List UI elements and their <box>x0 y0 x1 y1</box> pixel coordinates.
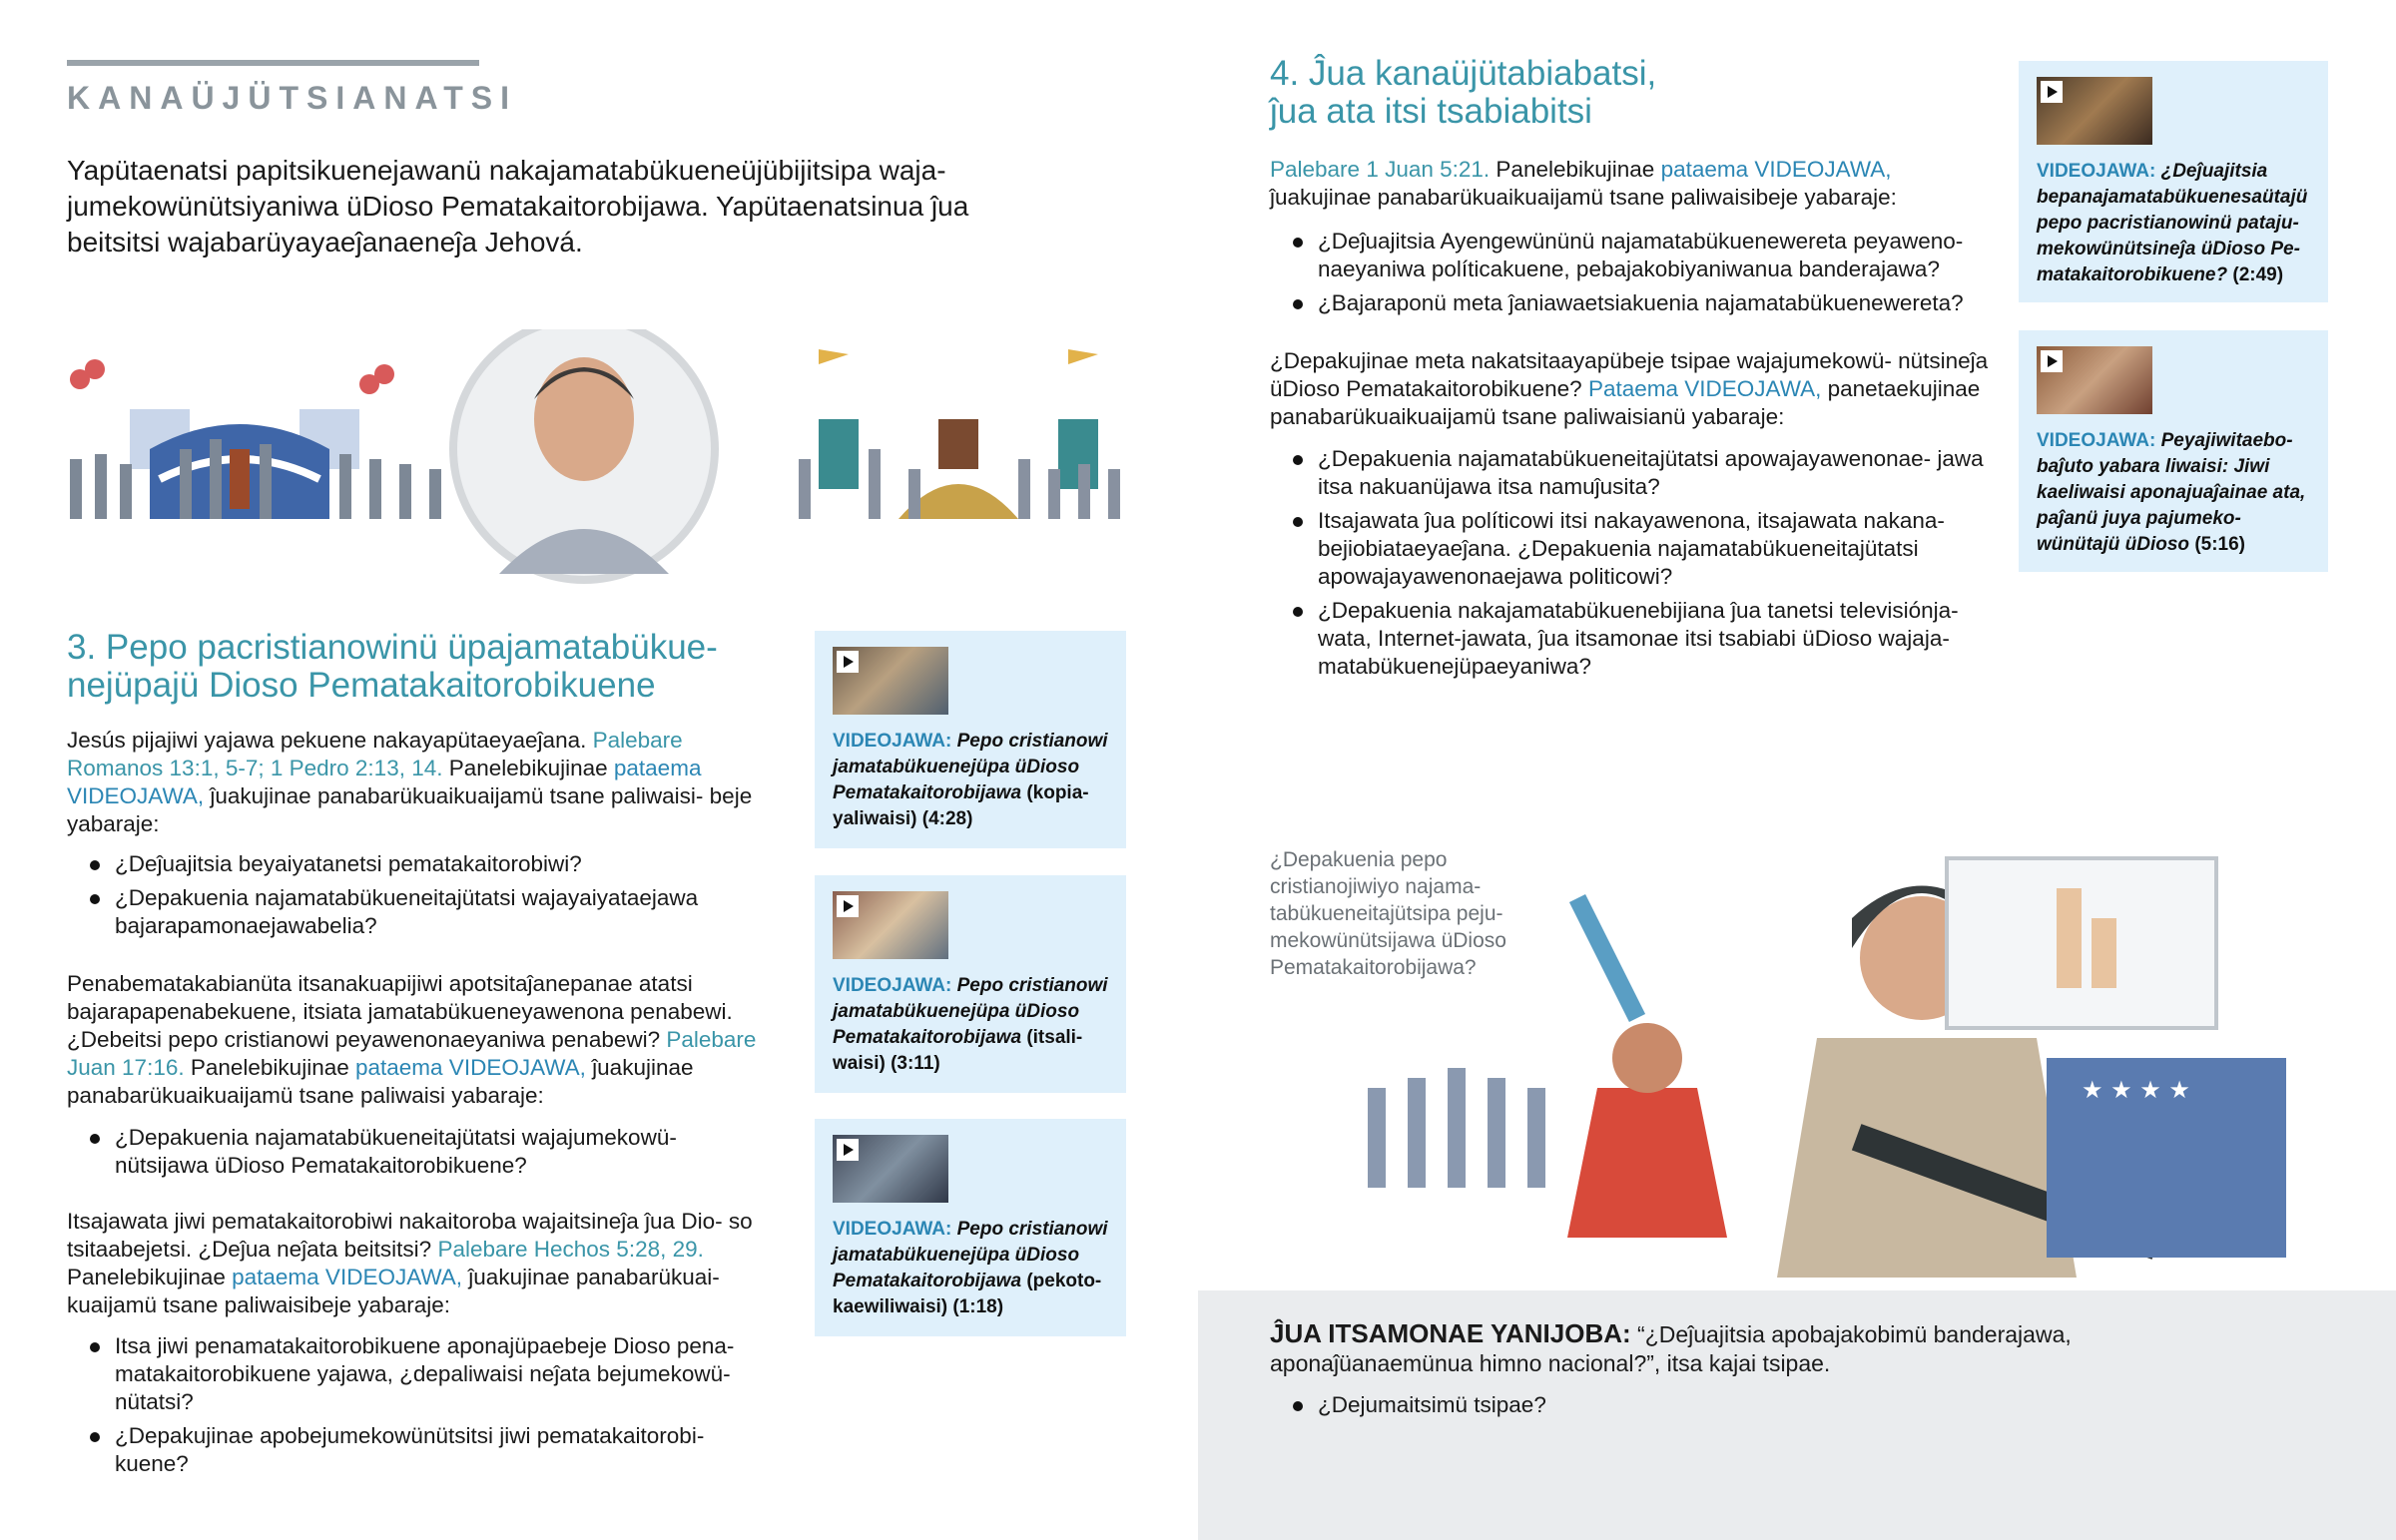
ballot-box-illustration <box>2047 1058 2286 1258</box>
summary-heading: ĴUA ITSAMONAE YANIJOBA: <box>1270 1318 1631 1348</box>
scripture-reference[interactable]: Palebare Romanos 13:1, 5-7; 1 Pedro 2:13, 14. <box>67 728 683 780</box>
video-link[interactable]: pataema VIDEOJAWA, <box>232 1265 463 1289</box>
summary-bullets <box>1270 1391 2168 1425</box>
video-card[interactable]: VIDEOJAWA: Pepo cristianowi jamatabükuenejüpa üDioso Pematakaitorobijawa (itsali- waisi) (3:11) <box>815 875 1126 1093</box>
scripture-reference[interactable]: Palebare Hechos 5:28, 29. <box>437 1237 704 1262</box>
scripture-reference[interactable]: Palebare Juan 17:16. <box>67 1027 757 1080</box>
list-item: ¿Depakuenia najamatabükueneitajütatsi wajayaiyataejawa bajarapamonaejawabelia? <box>115 884 766 940</box>
list-item: ¿Depakuenia najamatabükueneitajütatsi wajajumekowü- nütsijawa üDioso Pematakaitorobikuene? <box>115 1124 766 1180</box>
shouting-man-illustration <box>1567 898 1727 1238</box>
illustration-caption: ¿Depakuenia pepo cristianojiwiyo najama- tabükueneitajütsipa peju- mekowünütsijawa üDioso Pematakaitorobijawa? <box>1270 848 1506 979</box>
hero-illustration <box>60 329 1138 619</box>
section-3-bullets-3 <box>67 1332 766 1484</box>
section-4-bullets-2 <box>1270 445 1989 687</box>
portrait-illustration <box>449 329 719 584</box>
list-item: Itsajawata ĵua políticowi itsi nakayawenona, itsajawata nakana- bejiobiataeyaeĵana. ¿Depakuenia najamatabükueneitajütatsi apowajayawenonaejawa politicowi? <box>1318 507 1989 591</box>
section-3-paragraph-1: Jesús pijajiwi yajawa pekuene nakayapütaeyaeĵana. Palebare Romanos 13:1, 5-7; 1 Pedro 2:13, 14. Panelebikujinae pataema VIDEOJAWA, ĵuakujinae panabarükuaikuaijamü tsane paliwaisi- beje yabaraje: <box>67 728 753 836</box>
video-card[interactable]: VIDEOJAWA: Pepo cristianowi jamatabükuenejüpa üDioso Pematakaitorobijawa (kopia- yaliwaisi) (4:28) <box>815 631 1126 848</box>
list-item: Itsa jiwi penamatakaitorobikuene aponajüpaebeje Dioso pena- matakaitorobikuene yajawa, ¿depaliwaisi neĵata bejumekowü- nütatsi? <box>115 1332 766 1416</box>
section-4-title <box>1270 55 1989 131</box>
video-thumbnail[interactable] <box>833 1135 948 1203</box>
section-3-title <box>67 629 826 705</box>
list-item: ¿Depakuenia nakajamatabükuenebijiana ĵua tanetsi televisiónja- wata, Internet-jawata, ĵua itsamonae itsi tsabiabi üDioso wajaja- matabükuenejüpaeyaniwa? <box>1318 597 1989 681</box>
rally-right-illustration <box>799 349 1120 519</box>
tv-screen-illustration <box>1947 858 2216 1028</box>
list-item: ¿Deĵuajitsia Ayengewününü najamatabükuenewereta peyaweno- naeyaniwa políticakuene, pebajakobiyaniwanua banderajawa? <box>1318 228 1989 283</box>
section-4-title-line2: ĵua ata itsi tsabiabitsi <box>1270 92 1592 131</box>
svg-text:★ ★ ★ ★: ★ ★ ★ ★ <box>2082 1076 2190 1104</box>
list-item: ¿Dejumaitsimü tsipae? <box>1318 1391 2168 1419</box>
summary-text: ĴUA ITSAMONAE YANIJOBA: “¿Deĵuajitsia apobajakobimü banderajawa, aponaĵüanaemünua himno nacional?”, itsa kajai tsipae. <box>1270 1318 2072 1376</box>
list-item: ¿Deĵuajitsia beyaiyatanetsi pematakaitorobiwi? <box>115 850 766 878</box>
intro-paragraph: Yapütaenatsi papitsikuenejawanü nakajamatabükueneüjübijitsipa waja- jumekowünütsiyaniwa üDioso Pematakaitorobijawa. Yapütaenatsinua ĵua beitsitsi wajabarüyayaeĵanaeneĵa Jehová. <box>67 155 969 257</box>
video-card[interactable]: VIDEOJAWA: Pepo cristianowi jamatabükuenejüpa üDioso Pematakaitorobijawa (pekoto- kaewiliwaisi) (1:18) <box>815 1119 1126 1336</box>
play-icon[interactable] <box>837 895 859 917</box>
play-icon[interactable] <box>2041 81 2063 103</box>
section-4-paragraph-1: Palebare 1 Juan 5:21. Panelebikujinae pataema VIDEOJAWA, ĵuakujinae panabarükuaikuaijamü tsane paliwaisibeje yabaraje: <box>1270 157 1897 210</box>
video-thumbnail[interactable] <box>833 647 948 715</box>
play-icon[interactable] <box>837 1139 859 1161</box>
section-4-paragraph-2: ¿Depakujinae meta nakatsitaayapübeje tsipae wajajumekowü- nütsineĵa üDioso Pematakaitorobikuene? Pataema VIDEOJAWA, panetaekujinae panabarükuaikuaijamü tsane paliwaisianü yabaraje: <box>1270 348 1989 429</box>
kicker-rule <box>67 60 479 66</box>
video-link[interactable]: Pataema VIDEOJAWA, <box>1587 376 1822 401</box>
video-link[interactable]: pataema VIDEOJAWA, <box>1660 157 1892 182</box>
section-4-title-line1: 4. Ĵua kanaüjütabiabatsi, <box>1270 54 1657 93</box>
section-3-paragraph-2: Penabematakabianüta itsanakuapijiwi apotsitaĵanepanae atatsi bajarapapenabekuene, itsiata jamatabükueneyawenona penabewi. ¿Debeitsi pepo cristianowi peyawenonaeyaniwa penabewi? Palebare Juan 17:16. Panelebikujinae pataema VIDEOJAWA, ĵuakujinae panabarükuaikuaijamü tsane paliwaisi yabaraje: <box>67 971 757 1108</box>
section-3-bullets-1 <box>67 850 766 946</box>
section-3-paragraph-3: Itsajawata jiwi pematakaitorobiwi nakaitoroba wajaitsineĵa ĵua Dio- so tsitaabejetsi. ¿Deĵua neĵata beitsitsi? Palebare Hechos 5:28, 29. Panelebikujinae pataema VIDEOJAWA, ĵuakujinae panabarükuai- kuaijamü tsane paliwaisibeje yabaraje: <box>67 1209 753 1317</box>
political-illustration <box>1338 759 2356 1278</box>
video-thumbnail[interactable] <box>2037 77 2152 145</box>
section-3-bullets-2 <box>67 1124 766 1186</box>
play-icon[interactable] <box>837 651 859 673</box>
list-item: ¿Depakuenia najamatabükueneitajütatsi apowajayawenonae- jawa itsa nakuanüjawa itsa namuĵusita? <box>1318 445 1989 501</box>
play-icon[interactable] <box>2041 350 2063 372</box>
video-link[interactable]: pataema VIDEOJAWA, <box>355 1055 586 1080</box>
rally-left-illustration <box>70 359 441 519</box>
video-card[interactable]: VIDEOJAWA: ¿Deĵuajitsia bepanajamatabükuenesaütajü pepo pacristianowinü pataju- mekowünütsineĵa üDioso Pe- matakaitorobikuene? (2:49) <box>2019 61 2328 302</box>
section-3-title-line2: nejüpajü Dioso Pematakaitorobikuene <box>67 666 656 705</box>
video-thumbnail[interactable] <box>2037 346 2152 414</box>
scripture-reference[interactable]: Palebare 1 Juan 5:21. <box>1270 157 1491 182</box>
video-link[interactable]: pataema VIDEOJAWA, <box>67 756 702 808</box>
list-item: ¿Bajaraponü meta ĵaniawaetsiakuenia najamatabükuenewereta? <box>1318 289 1989 317</box>
protesters-illustration <box>1368 1068 1545 1188</box>
video-card[interactable]: VIDEOJAWA: Peyajiwitaebo- baĵuto yabara liwaisi: Jiwi kaeliwaisi aponajuaĵainae ata, paĵanü juya pajumeko- wünütajü üDioso (5:16) <box>2019 330 2328 572</box>
section-3-title-line1: 3. Pepo pacristianowinü üpajamatabükue- <box>67 628 718 667</box>
list-item: ¿Depakujinae apobejumekowünütsitsi jiwi pematakaitorobi- kuene? <box>115 1422 766 1478</box>
section-4-bullets-1 <box>1270 228 1989 323</box>
kicker-heading: KANAÜJÜTSIANATSI <box>67 80 517 116</box>
video-thumbnail[interactable] <box>833 891 948 959</box>
